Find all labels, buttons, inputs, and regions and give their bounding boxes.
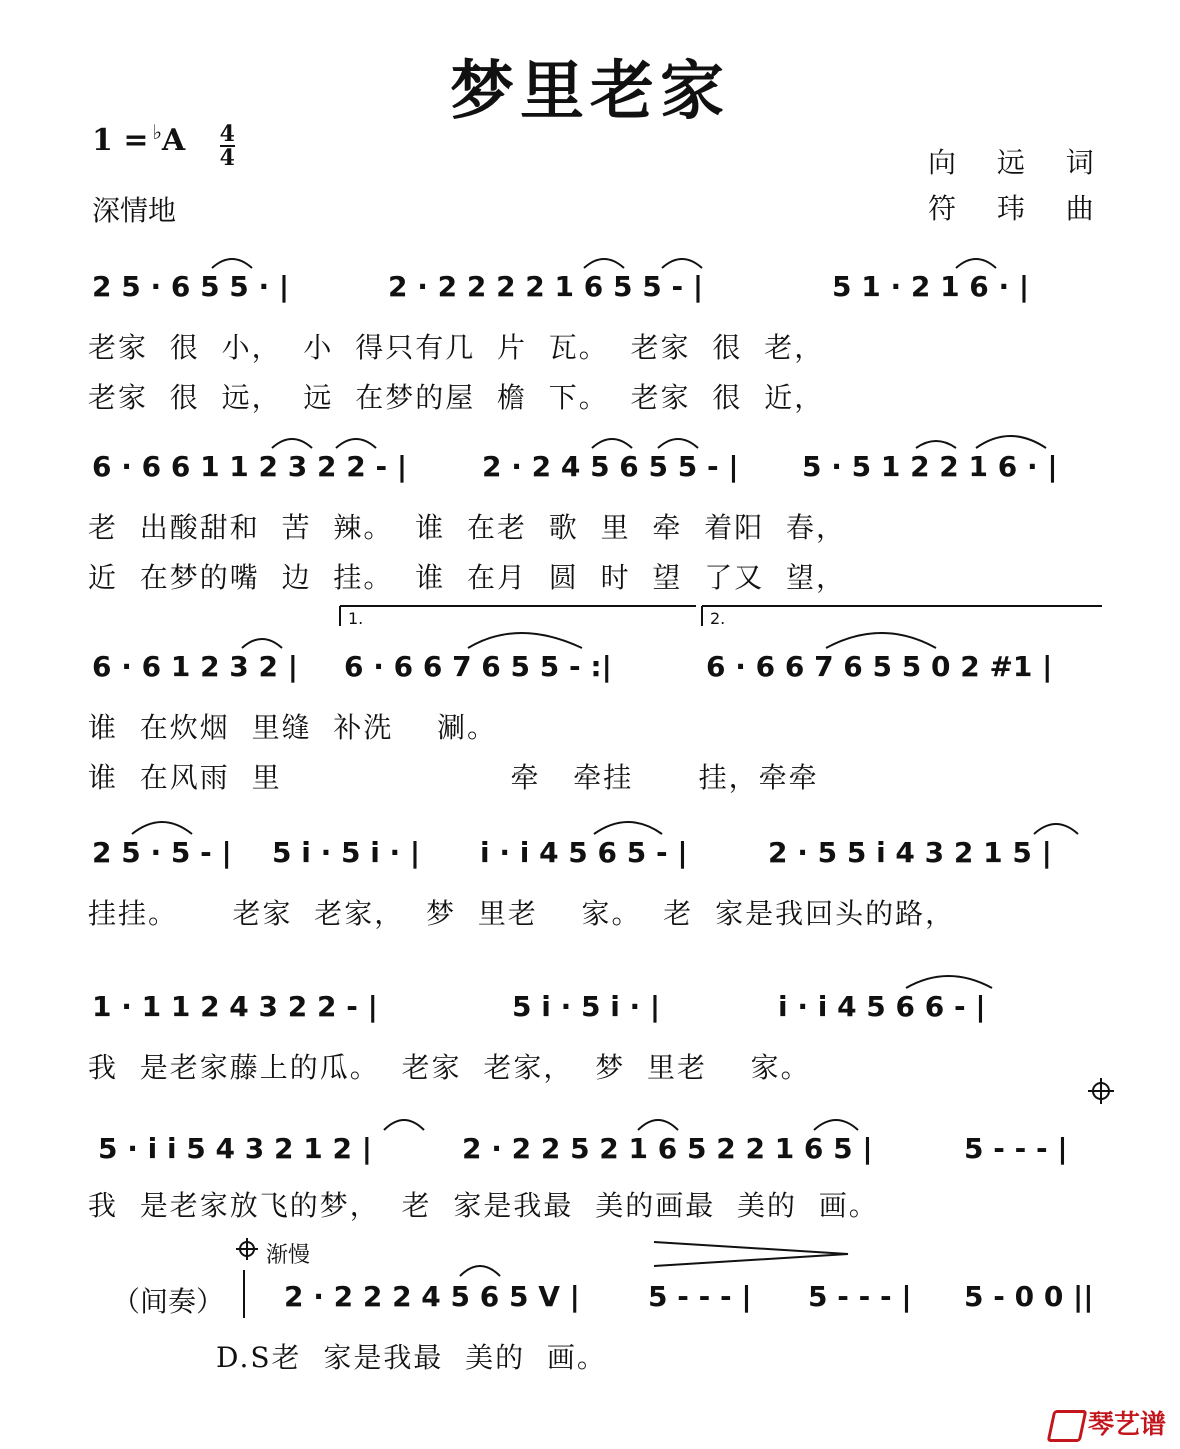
watermark: [1050, 1404, 1166, 1442]
measure-2: 2 · 2 2 5 2 1 6 5 2 2 1 6 5 |: [462, 1132, 873, 1165]
lyric-verse-1: 老家 很 小， 小 得只有几 片 瓦。 老家 很 老，: [88, 331, 825, 364]
slur: [384, 1120, 424, 1130]
time-signature-top: 4: [219, 120, 235, 147]
slur: [814, 1120, 858, 1130]
notes-row: [92, 440, 1112, 500]
slur: [638, 1120, 678, 1130]
tempo-marking: 深情地: [92, 193, 177, 227]
slur: [132, 822, 192, 834]
measure-1: 5 · i i 5 4 3 2 1 2 |: [98, 1132, 372, 1165]
coda-measure-2: 5 - - - |: [648, 1280, 752, 1313]
lyric-verse-2: 谁 在风雨 里 牵 牵挂 挂，牵牵: [88, 761, 819, 794]
measure-2: 6 · 6 6 7 6 5 5 - :|: [344, 650, 612, 683]
slur: [826, 633, 936, 648]
measure-1: 6 · 6 1 2 3 2 |: [92, 650, 298, 683]
lyric-line: 我 是老家藤上的瓜。 老家 老家， 梦 里老 家。: [88, 1051, 811, 1084]
slur: [592, 439, 632, 448]
slur: [956, 259, 996, 268]
coda-notes-row: [244, 1262, 1124, 1332]
lyric-verse-2: 近 在梦的嘴 边 挂。 谁 在月 圆 时 望 了又 望，: [88, 561, 847, 594]
slur: [1034, 824, 1078, 834]
key-and-tempo: [92, 120, 235, 229]
slur: [460, 1266, 500, 1276]
slur: [584, 259, 624, 268]
slur: [906, 976, 992, 988]
measure-1: 1 · 1 1 2 4 3 2 2 - |: [92, 990, 378, 1023]
notes-row: [92, 260, 1112, 320]
slur: [976, 436, 1046, 448]
coda-sign-icon: [1088, 1078, 1114, 1104]
notes-row: [92, 980, 1112, 1040]
measure-3: 5 - - - |: [964, 1132, 1068, 1165]
slur: [242, 639, 282, 648]
measure-3: 5 · 5 1 2 2 1 6 · |: [802, 450, 1058, 483]
composer-credit: 符 玮 曲: [928, 192, 1110, 225]
measure-1: 6 · 6 6 1 1 2 3 2 2 - |: [92, 450, 408, 483]
measure-2: 2 · 2 2 2 2 1 6 5 5 - |: [388, 270, 704, 303]
measure-3: 5 1 · 2 1 6 · |: [832, 270, 1030, 303]
measure-2: 2 · 2 4 5 6 5 5 - |: [482, 450, 739, 483]
slur: [916, 441, 956, 448]
notes-row: [92, 609, 1112, 700]
key-signature: [92, 120, 196, 158]
lyric-line: 我 是老家放飞的梦， 老 家是我最 美的画最 美的 画。: [88, 1189, 879, 1222]
slur: [662, 259, 702, 268]
ending-2-label: 2.: [710, 609, 726, 628]
lyric-line: 挂挂。 老家 老家， 梦 里老 家。 老 家是我回头的路，: [88, 897, 956, 930]
coda-measure-1: 2 · 2 2 2 4 5 6 5 V |: [284, 1280, 580, 1313]
interlude-label: （间奏）: [112, 1285, 225, 1318]
notes-row: [92, 1122, 1112, 1182]
key-prefix: 1 =: [92, 123, 149, 158]
measure-1: 2 5 · 5 - |: [92, 836, 232, 869]
lyric-verse-1: 谁 在炊烟 里缝 补洗 涮。: [88, 711, 498, 744]
key-note: A: [161, 123, 186, 158]
coda-measure-4: 5 - 0 0 ||: [964, 1280, 1094, 1313]
measure-3: i · i 4 5 6 6 - |: [778, 990, 986, 1023]
slur: [212, 259, 252, 268]
measure-3: i · i 4 5 6 5 - |: [480, 836, 688, 869]
slur: [468, 633, 582, 648]
ds-lyric-line: D.S老 家是我最 美的 画。: [216, 1341, 607, 1374]
ritardando-marking: 渐慢: [266, 1243, 311, 1268]
flat-sign: ♭: [152, 120, 162, 144]
measure-4: 2 · 5 5 i 4 3 2 1 5 |: [768, 836, 1052, 869]
measure-2: 5 i · 5 i · |: [512, 990, 661, 1023]
coda-measure-3: 5 - - - |: [808, 1280, 912, 1313]
lyricist-credit: 向 远 词: [928, 146, 1110, 179]
time-signature-bottom: 4: [219, 144, 235, 171]
logo-icon: [1047, 1410, 1088, 1442]
watermark-text: 琴艺谱: [1088, 1410, 1167, 1440]
ending-1-label: 1.: [348, 609, 364, 628]
song-title: 梦里老家: [450, 54, 730, 129]
measure-3: 6 · 6 6 7 6 5 5 0 2 #1 |: [706, 650, 1053, 683]
coda-sign-icon: [236, 1238, 258, 1260]
notes-row: [92, 826, 1112, 886]
lyric-verse-1: 老 出酸甜和 苦 辣。 谁 在老 歌 里 牵 着阳 春，: [88, 511, 847, 544]
slur: [594, 822, 662, 834]
lyric-verse-2: 老家 很 远， 远 在梦的屋 檐 下。 老家 很 近，: [88, 381, 825, 414]
slur: [658, 439, 698, 448]
decrescendo-hairpin: [654, 1242, 848, 1266]
measure-1: 2 5 · 6 5 5 · |: [92, 270, 290, 303]
time-signature: [219, 120, 235, 171]
measure-2: 5 i · 5 i · |: [272, 836, 421, 869]
slur: [272, 439, 312, 448]
slur: [336, 439, 376, 448]
credits: [928, 140, 1110, 232]
